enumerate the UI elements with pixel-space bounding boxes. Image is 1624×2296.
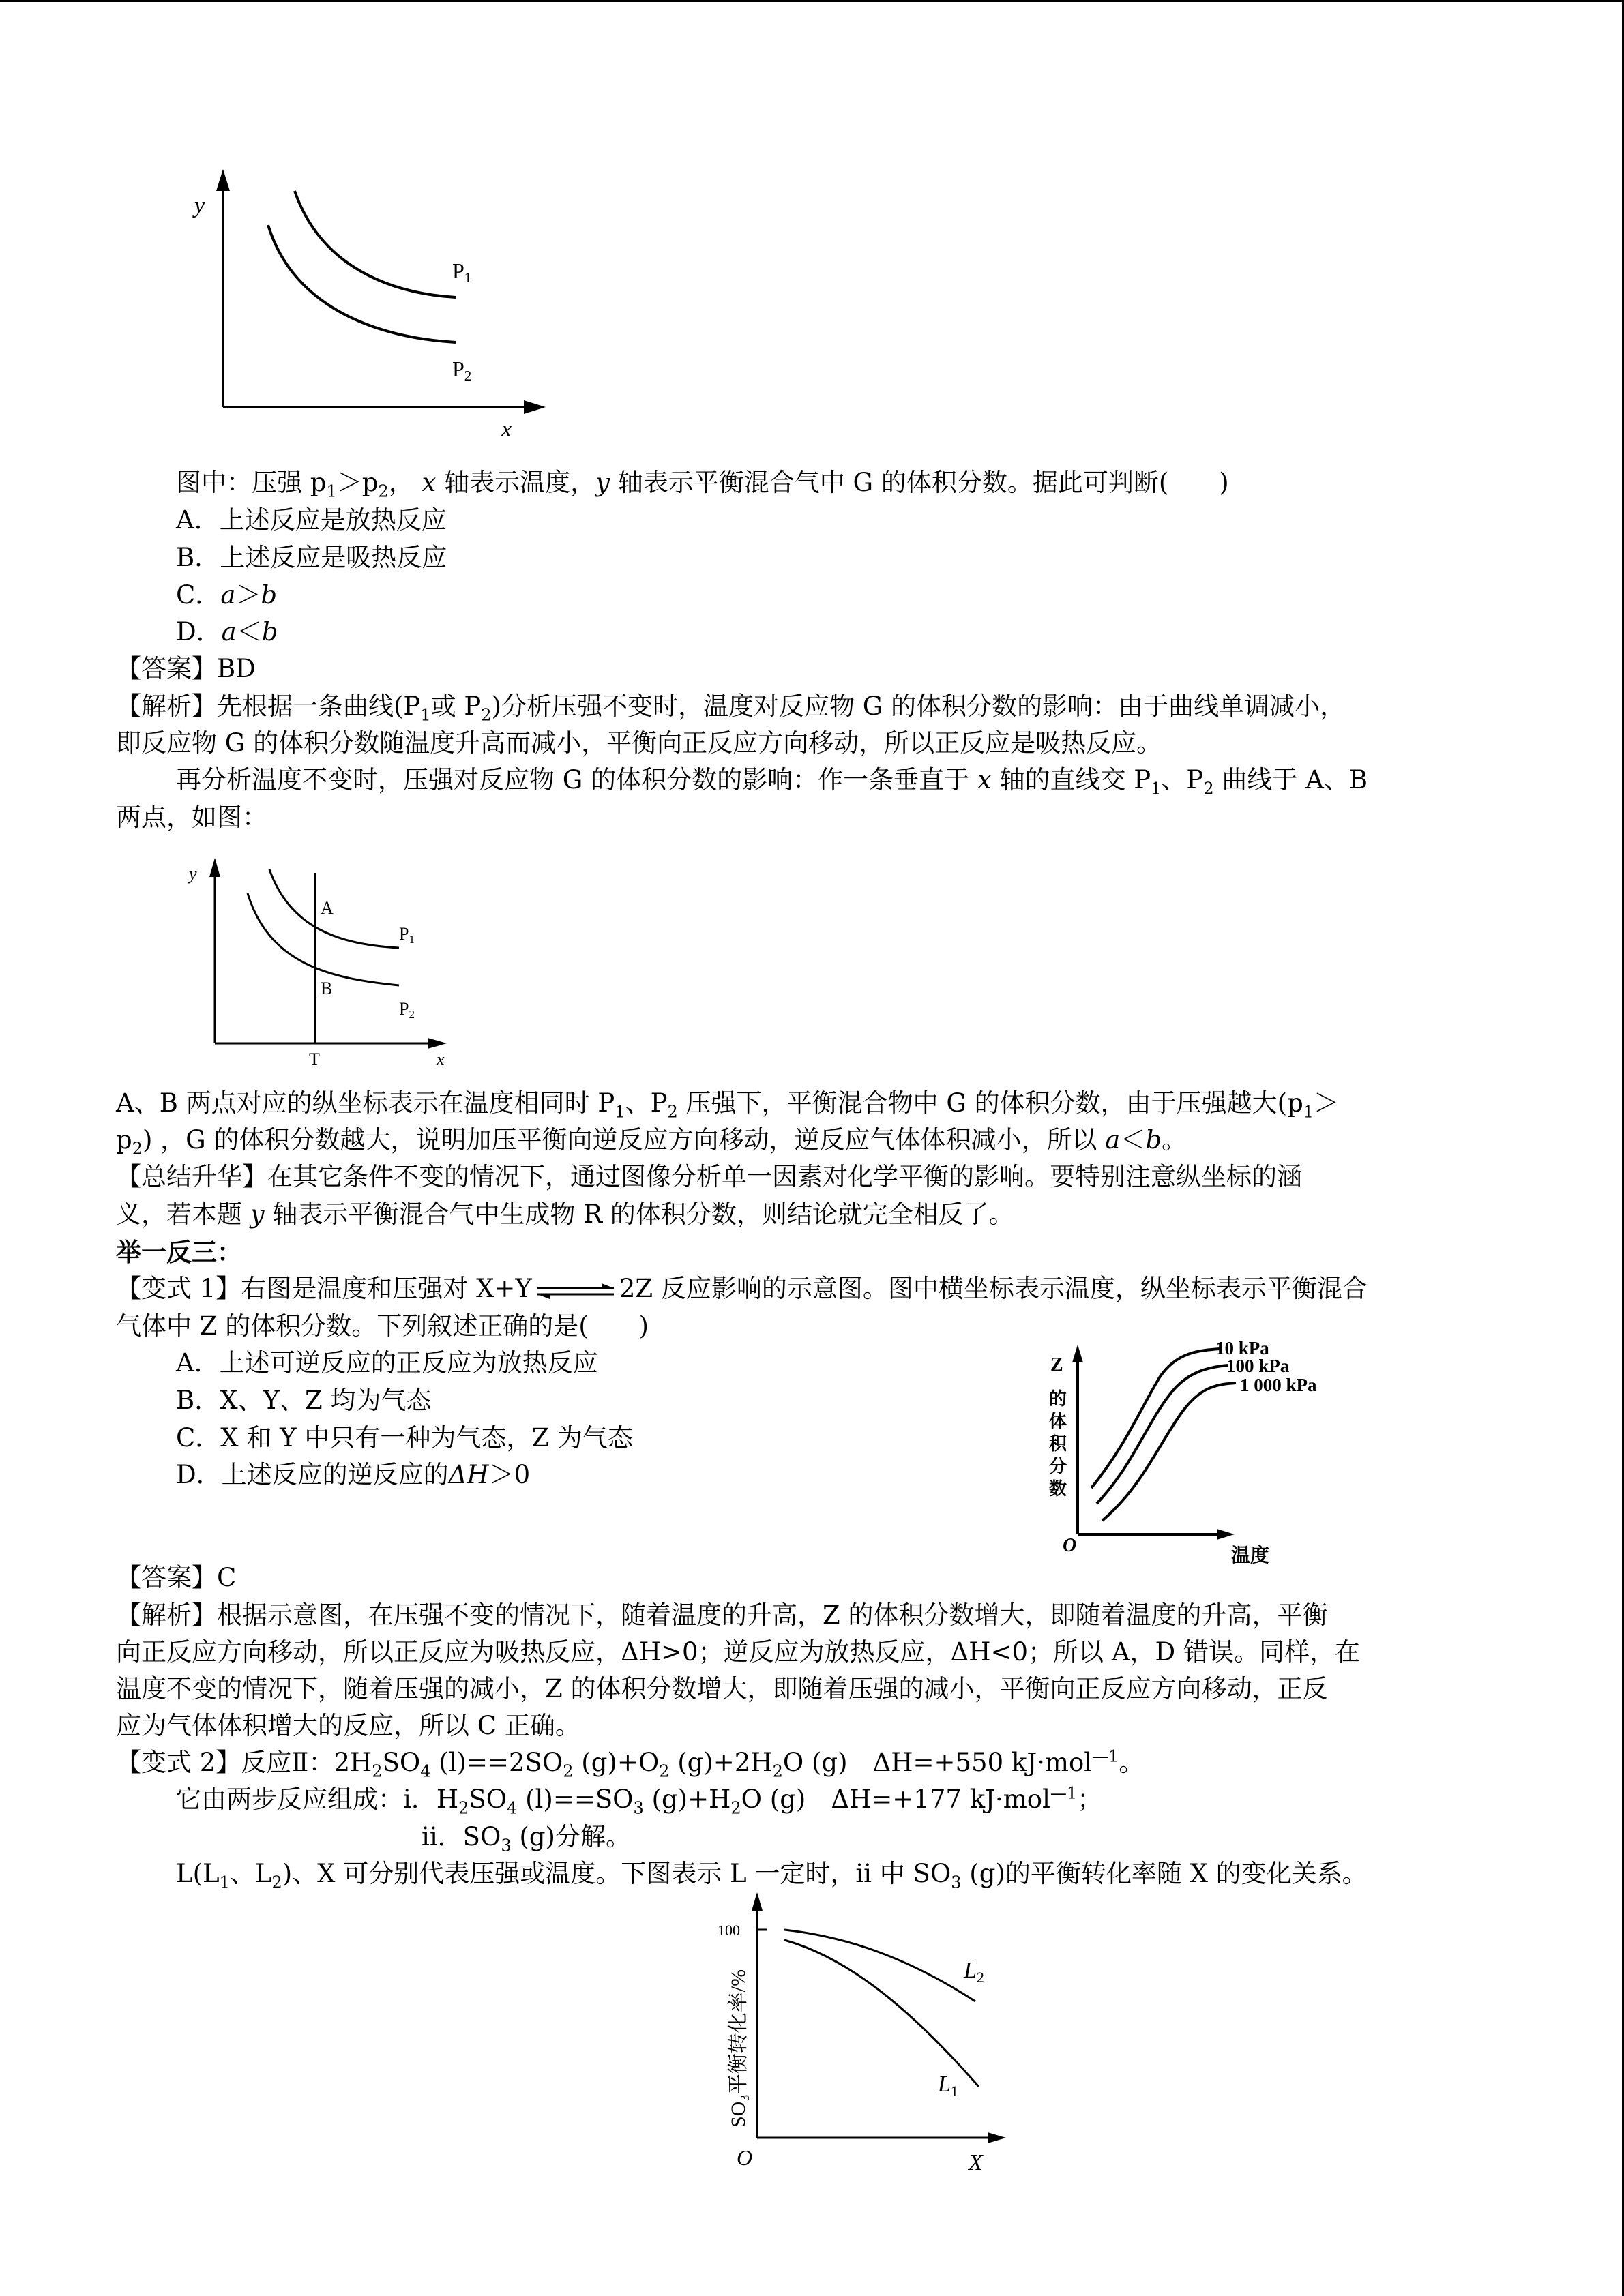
- equilibrium-arrow-icon: [535, 1283, 617, 1299]
- curve-p2: [268, 225, 456, 342]
- variant-1-option-d: D．上述反应的逆反应的ΔH＞0: [176, 1460, 531, 1489]
- y-axis-label: y: [189, 864, 197, 884]
- y-tick-100: 100: [718, 1922, 740, 1939]
- option-a: A．上述反应是放热反应: [176, 505, 447, 535]
- y-axis-label-char: 的: [1049, 1389, 1067, 1409]
- summary-line-2: 义，若本题 y 轴表示平衡混合气中生成物 R 的体积分数，则结论就完全相反了。: [116, 1199, 1014, 1229]
- analysis-1-line-2: 即反应物 G 的体积分数随温度升高而减小，平衡向正反应方向移动，所以正反应是吸热反应。: [116, 728, 1162, 758]
- origin-label: O: [737, 2145, 753, 2170]
- variant-1-line-2: 气体中 Z 的体积分数。下列叙述正确的是( ): [116, 1311, 649, 1341]
- y-axis-label: y: [194, 193, 205, 218]
- variant-2-line-4: $L(L_1$、$L_2$)、X 可分别代表压强或温度。下图表示 L 一定时，ii 中 $SO_3$ (g)的平衡转化率随 X 的变化关系。: [176, 1859, 1368, 1892]
- svg-text:P2: P2: [399, 999, 415, 1021]
- legend-label: 1 000 kPa: [1240, 1375, 1317, 1395]
- legend-label: 100 kPa: [1226, 1356, 1290, 1376]
- curve-label-p1: P: [399, 924, 409, 944]
- figure-1-pressure-curves: [171, 164, 552, 450]
- analysis-3-line-1: A、B 两点对应的纵坐标表示在温度相同时 $P_1$、$P_2$ 压强下，平衡混合物中 G 的体积分数，由于压强越大($p_1>$: [116, 1088, 1340, 1122]
- variant-1-analysis-line-3: 温度不变的情况下，随着压强的减小，Z 的体积分数增大，即随着压强的减小，平衡向正反应方向移动，正反: [116, 1674, 1328, 1703]
- curve-label-p2: P: [452, 357, 464, 381]
- svg-text:P1: P1: [452, 258, 472, 286]
- y-axis-label: SO₃平衡转化率/%: [727, 1969, 750, 2128]
- y-axis-label-char: 数: [1049, 1479, 1067, 1499]
- figure-4-so3-conversion: [682, 1889, 1023, 2182]
- t-label: T: [309, 1049, 320, 1069]
- answer-1: 【答案】BD: [116, 654, 256, 683]
- svg-text:P2: P2: [452, 357, 472, 384]
- curve-100-kpa: [1097, 1365, 1228, 1504]
- y-axis-label-z: Z: [1050, 1354, 1063, 1375]
- question-stem: 图中：压强 $p_1>p_2$， x 轴表示温度，y 轴表示平衡混合气中 G 的体积分数。据此可判断( ): [176, 468, 1229, 501]
- summary-line-1: 【总结升华】在其它条件不变的情况下，通过图像分析单一因素对化学平衡的影响。要特别注意纵坐标的涵: [116, 1162, 1302, 1191]
- y-axis-label-char: 体: [1049, 1412, 1067, 1431]
- x-axis-label: x: [501, 417, 512, 442]
- variant-1-analysis-line-1: 【解析】根据示意图，在压强不变的情况下，随着温度的升高，Z 的体积分数增大，即随着温度的升高，平衡: [116, 1600, 1328, 1630]
- y-axis-label-char: 积: [1049, 1434, 1067, 1454]
- option-b: B．上述反应是吸热反应: [176, 543, 447, 572]
- figure-2-ab-points: [174, 852, 474, 1077]
- option-c: C．a＞b: [176, 580, 278, 610]
- curve-1000-kpa: [1102, 1383, 1236, 1521]
- variant-1-line-1: 【变式 1】右图是温度和压强对 X+Y 2Z 反应影响的示意图。图中横坐标表示温度，纵坐标表示平衡混合: [116, 1274, 1368, 1303]
- variant-1-option-a: A．上述可逆反应的正反应为放热反应: [176, 1348, 598, 1377]
- curve-label-l1: L: [938, 2072, 951, 2097]
- curve-p1: [269, 869, 399, 948]
- figure-3-z-fraction: [1037, 1337, 1419, 1568]
- variant-1-analysis-line-4: 应为气体体积增大的反应，所以 C 正确。: [116, 1711, 580, 1740]
- analysis-1-line-1: 【解析】先根据一条曲线($P_1$或 $P_2$)分析压强不变时，温度对反应物 G 的体积分数的影响：由于曲线单调减小，: [116, 691, 1346, 725]
- answer-2: 【答案】C: [116, 1563, 237, 1592]
- page-border-top: [0, 0, 1624, 2]
- variant-2-line-3: ii．$SO_3$ (g)分解。: [422, 1822, 631, 1855]
- option-d: D．a＜b: [176, 617, 278, 646]
- point-a-label: A: [321, 898, 334, 918]
- curve-label-p1: P: [452, 258, 464, 283]
- curve-l1: [784, 1940, 979, 2087]
- variant-1-option-b: B．X、Y、Z 均为气态: [176, 1386, 432, 1415]
- origin-label: O: [1063, 1535, 1077, 1556]
- x-axis-label: X: [969, 2150, 983, 2175]
- curve-p1: [295, 191, 456, 297]
- y-axis-label-char: 分: [1049, 1457, 1067, 1476]
- variant-1-analysis-line-2: 向正反应方向移动，所以正反应为吸热反应，ΔH>0；逆反应为放热反应，ΔH<0；所以 A，D 错误。同样，在: [116, 1637, 1360, 1667]
- analysis-2-line-1: 再分析温度不变时，压强对反应物 G 的体积分数的影响：作一条垂直于 x 轴的直线交 $P_1$、$P_2$ 曲线于 A、B: [176, 765, 1368, 799]
- variant-2-line-1: 【变式 2】反应Ⅱ：$2H_2SO_4$ $(l)==2SO_2$ $(g)+O_2$ $(g)+2H_2O$ (g) ΔH=+550 kJ·mol$^{—1}$。: [116, 1746, 1145, 1781]
- variant-2-line-2: 它由两步反应组成：i．$H_2SO_4$ $(l)==SO_3$ $(g)+H_2O$ (g) ΔH=+177 kJ·mol$^{—1}$；: [176, 1783, 1103, 1818]
- section-title: 举一反三：: [116, 1237, 242, 1267]
- svg-text:P1: P1: [399, 924, 415, 946]
- point-b-label: B: [321, 979, 333, 998]
- x-axis-label: x: [437, 1049, 445, 1069]
- x-axis-label: 温度: [1231, 1545, 1270, 1566]
- legend-label: 10 kPa: [1215, 1338, 1269, 1358]
- curve-label-l2: L: [964, 1958, 977, 1983]
- analysis-3-line-2: $p_2$) ，G 的体积分数越大，说明加压平衡向逆反应方向移动，逆反应气体体积减小，所以 a＜b。: [116, 1125, 1187, 1159]
- variant-1-option-c: C．X 和 Y 中只有一种为气态，Z 为气态: [176, 1423, 633, 1452]
- analysis-2-line-2: 两点，如图：: [116, 803, 267, 832]
- svg-text:L1: $L_1$: [938, 2072, 958, 2100]
- curve-label-p2: P: [399, 999, 409, 1019]
- svg-text:L2: $L_2$: [964, 1958, 984, 1986]
